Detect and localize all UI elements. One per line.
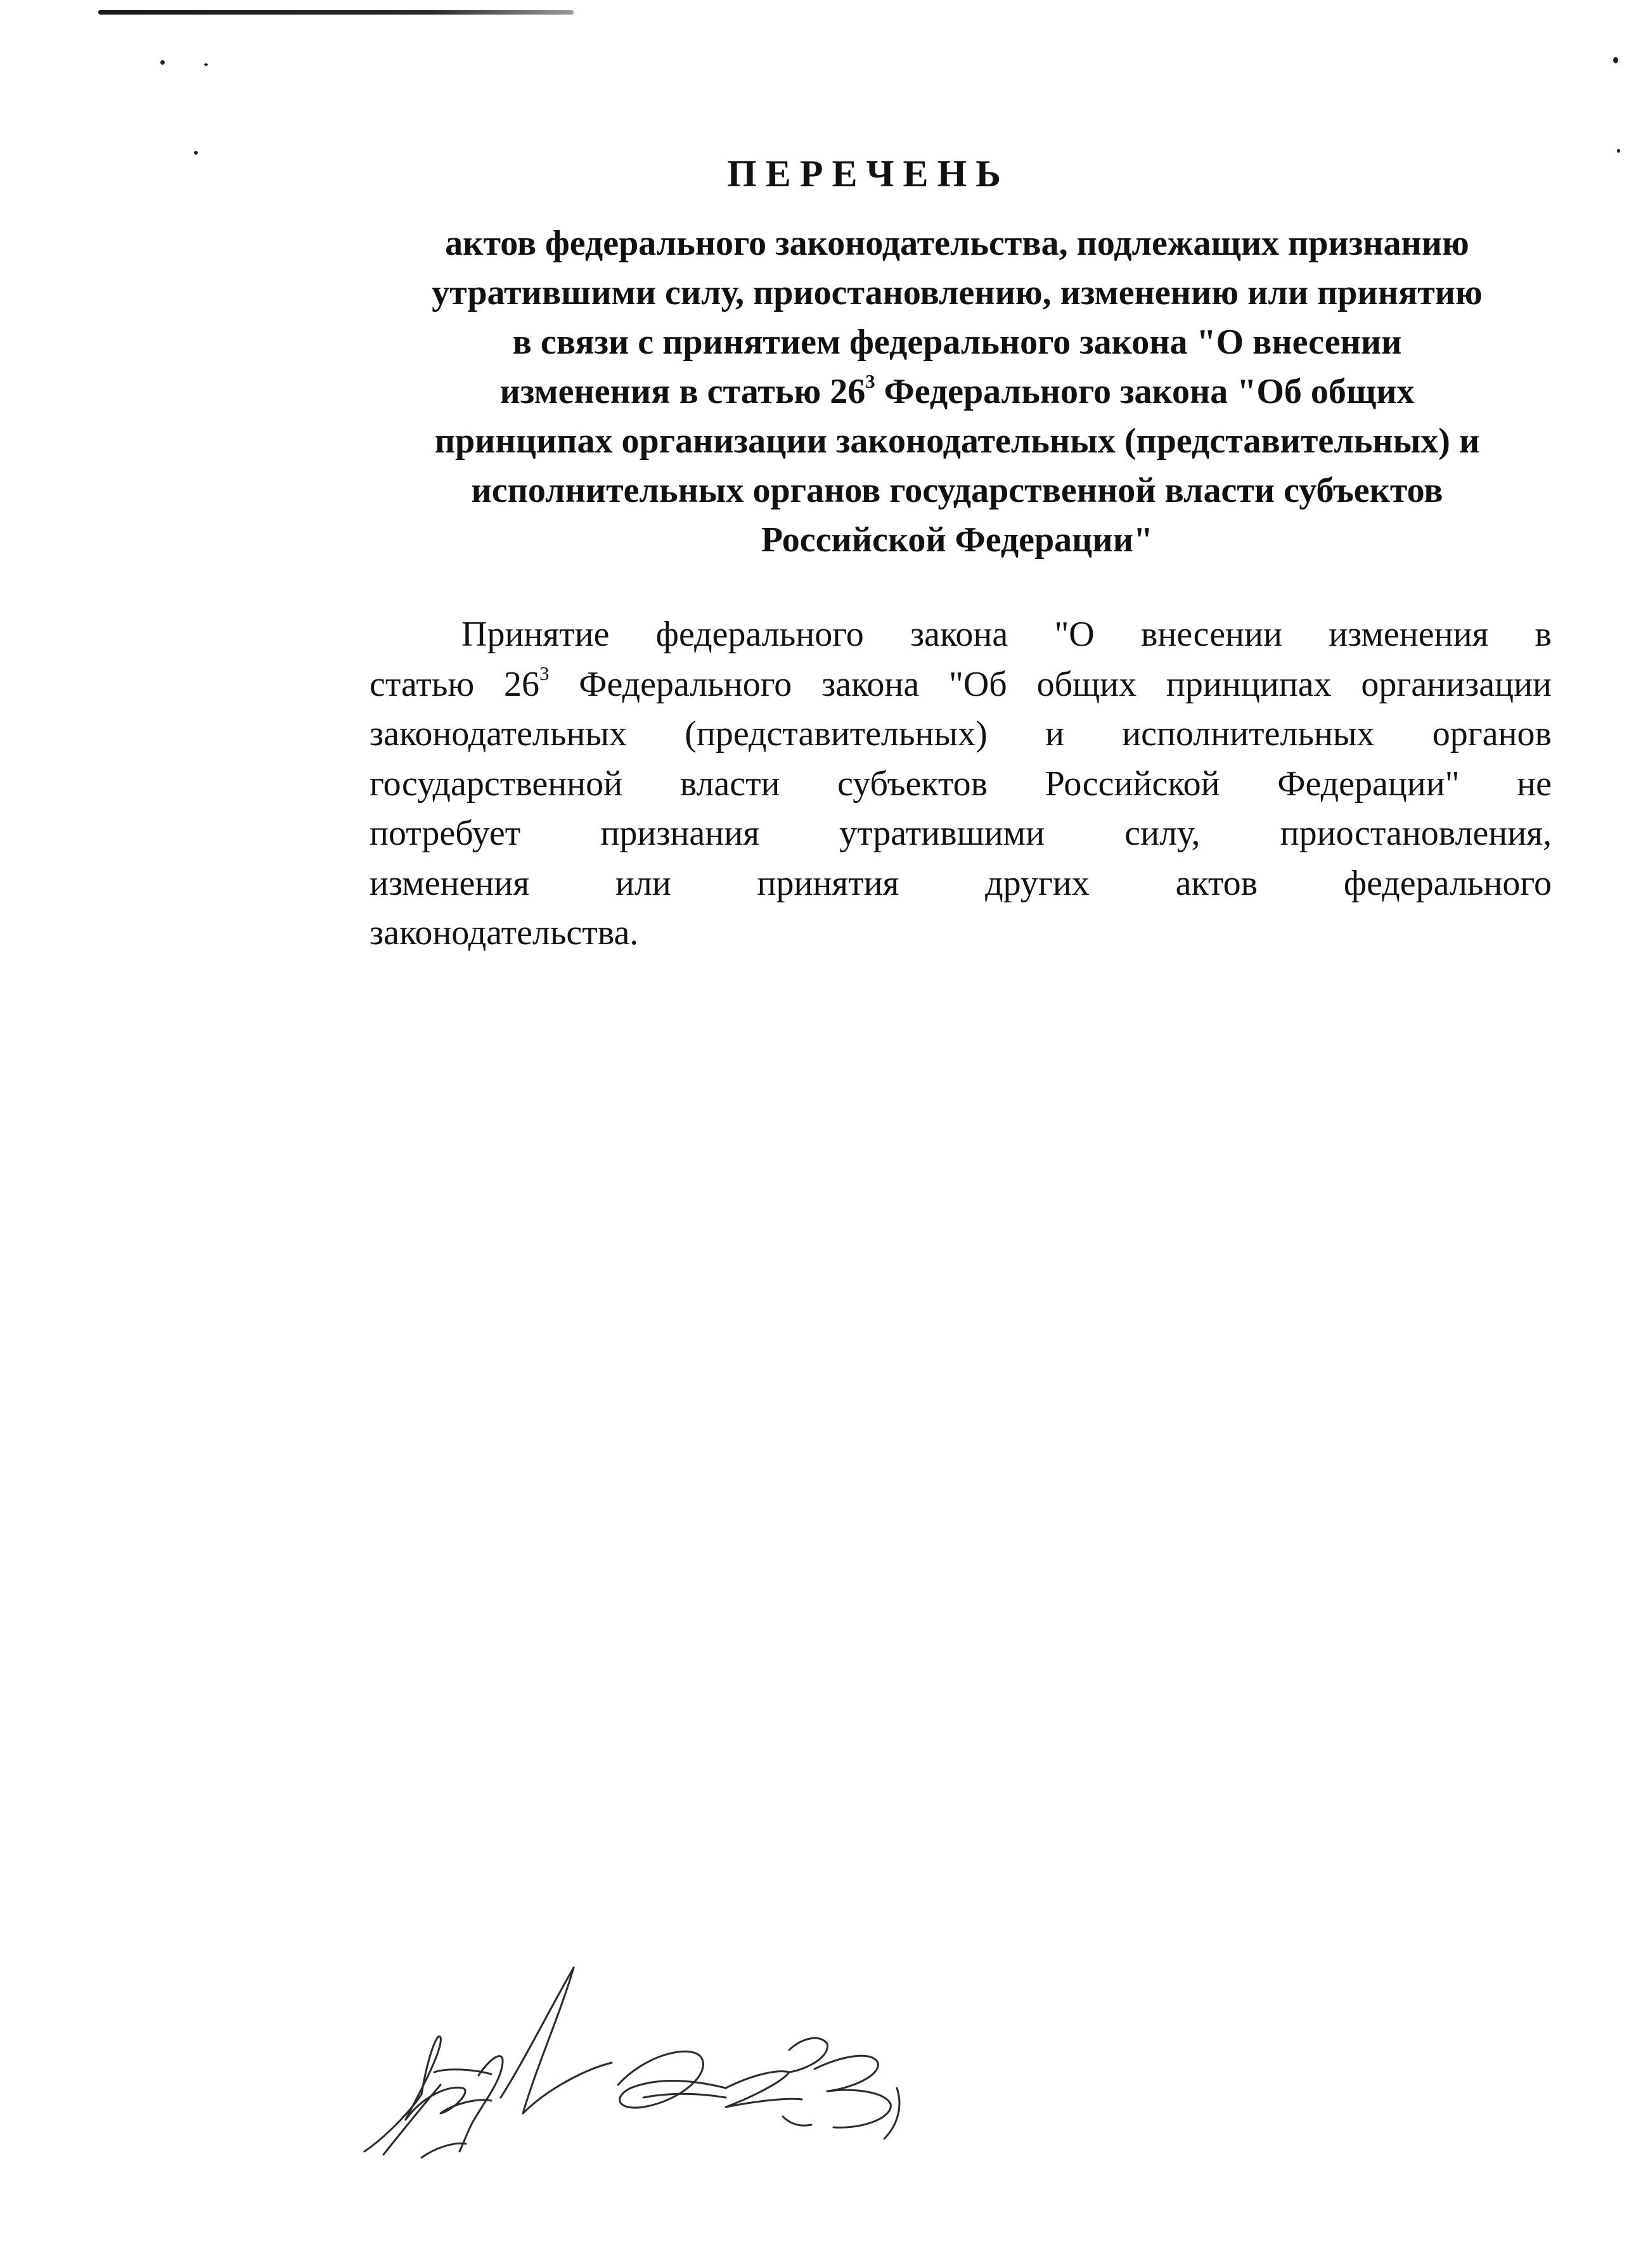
body-line: потребует признания утратившими силу, приостановления, bbox=[370, 814, 1552, 853]
subtitle-line: в связи с принятием федерального закона "О внесении bbox=[512, 323, 1402, 362]
handwritten-signature bbox=[345, 1961, 948, 2170]
superscript: 3 bbox=[539, 663, 550, 685]
body-line: статью $26^3$ Федерального закона "Об общих принципах организации bbox=[370, 663, 1552, 704]
subtitle-line: исполнительных органов государственной власти субъектов bbox=[471, 471, 1443, 510]
subtitle-line: принципах организации законодательных (представительных) и bbox=[434, 421, 1480, 461]
body-line: государственной власти субъектов Российской Федерации" не bbox=[370, 764, 1552, 804]
subtitle-line: Российской Федерации" bbox=[761, 520, 1154, 560]
body-paragraph bbox=[370, 610, 1552, 958]
body-line: изменения или принятия других актов федерального bbox=[370, 863, 1552, 903]
body-line: законодательных (представительных) и исполнительных органов bbox=[370, 714, 1552, 753]
scan-speck bbox=[160, 60, 165, 65]
document-title: ПЕРЕЧЕНЬ bbox=[727, 153, 1010, 195]
body-line: Принятие федерального закона "О внесении изменения в bbox=[461, 615, 1552, 654]
scan-speck bbox=[1613, 57, 1618, 63]
subtitle-line: утратившими силу, приостановлению, изменению или принятию bbox=[432, 273, 1483, 312]
body-line: законодательства. bbox=[370, 913, 639, 952]
superscript: 3 bbox=[865, 370, 875, 392]
subtitle-line: актов федерального законодательства, подлежащих признанию bbox=[445, 224, 1469, 263]
subtitle-line: изменения в статью $26^3$ Федерального закона "Об общих bbox=[499, 370, 1415, 411]
scan-speck bbox=[204, 63, 208, 66]
document-subtitle bbox=[355, 219, 1559, 565]
scan-artifact-line bbox=[98, 10, 574, 15]
